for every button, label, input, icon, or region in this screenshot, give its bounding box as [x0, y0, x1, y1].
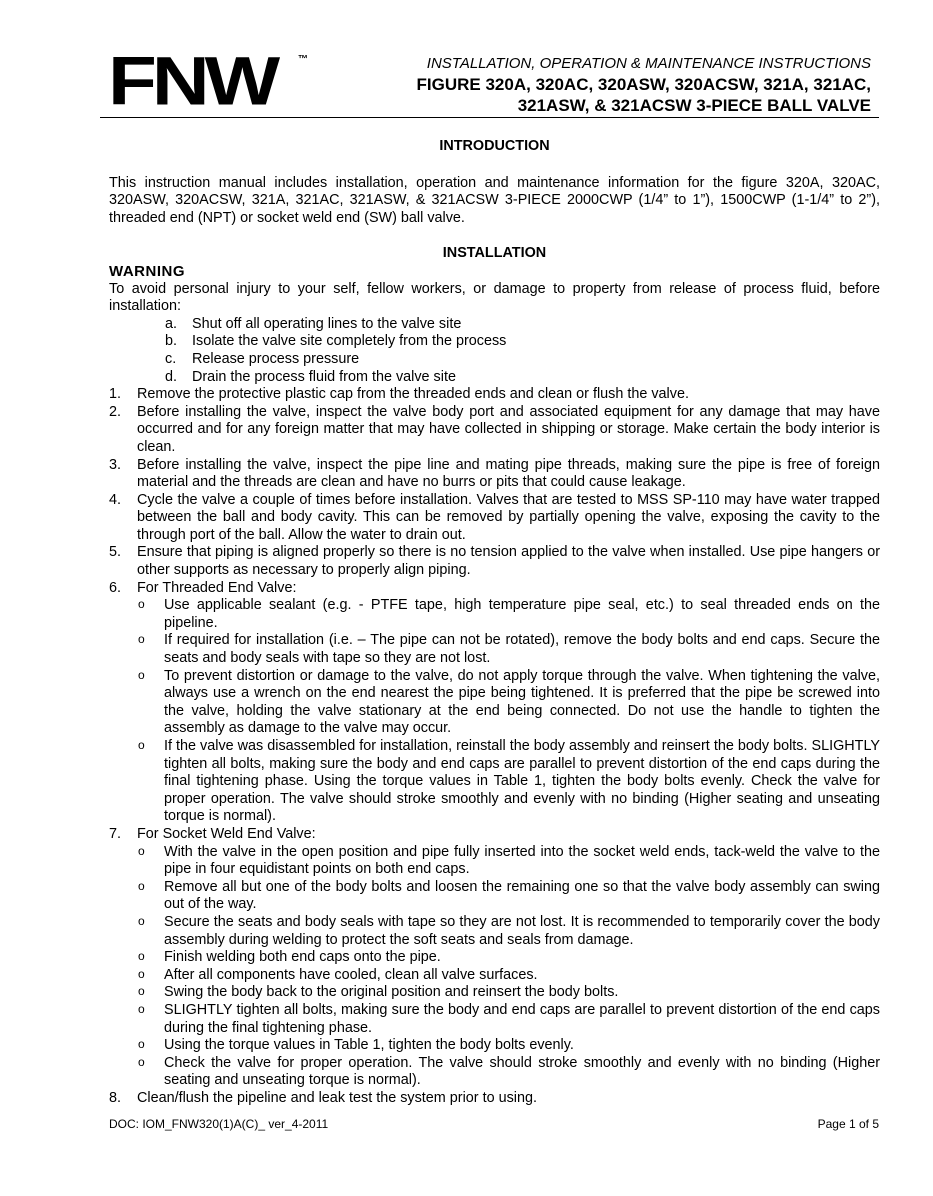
list-item: o To prevent distortion or damage to the valve, do not apply torque through the valve. When tightening the valve, always use a wrench on the end nearest the pipe being tightened. It is preferred that the pipe be screwed into the valve, holding the valve stationary at the end being connected. Do not use the handle to tighten the assembly as damage to the valve may occur.	[138, 667, 880, 737]
installation-steps	[109, 386, 880, 1107]
warning-label: WARNING	[109, 262, 185, 280]
installation-heading: INSTALLATION	[442, 245, 547, 262]
step-4: 4. Cycle the valve a couple of times before installation. Valves that are tested to MSS SP-110 may have water trapped between the ball and body cavity. This can be removed by partially opening the valve, exposing the cavity to the through port of the ball. Allow the water to drain out.	[109, 491, 880, 543]
list-item: c. Release process pressure	[165, 350, 360, 367]
page-number: Page 1 of 5	[817, 1117, 879, 1131]
list-item: o If required for installation (i.e. – The pipe can not be rotated), remove the body bolts and end caps. Secure the seats and body seals with tape so they are not lost.	[138, 632, 880, 667]
list-item: o Check the valve for proper operation. The valve should stroke smoothly and evenly with no binding (Higher seating and unseating torque is normal).	[138, 1054, 880, 1089]
list-item: o Use applicable sealant (e.g. - PTFE tape, high temperature pipe seal, etc.) to seal threaded ends on the pipeline.	[138, 597, 880, 631]
list-item: o If the valve was disassembled for installation, reinstall the body assembly and reinsert the body bolts. SLIGHTLY tighten all bolts, making sure the body and end caps are parallel to prevent distortion of the end caps during the final tightening phase. Using the torque values in Table 1, tighten the body bolts evenly. Check the valve for proper operation. The valve should stroke smoothly and evenly with no binding (Higher seating and unseating torque is normal).	[138, 738, 880, 825]
step-7: 7. For Socket Weld End Valve: o With the valve in the open position and pipe fully inserted into the socket weld ends, tack-weld the valve to the pipe in four equidistant points on both end caps. o Remove all but one of the body bolts and loosen the remaining one so that the valve body assembly can swing out of the way. o Secure the seats and body seals with tape so they are not lost. It is recommended to temporarily cover the body assembly during welding to protect the soft seats and seals from damage. o Finish welding both end caps onto the pipe. o After all components have cooled, clean all valve surfaces. o Swing the body back to the original position and reinsert the body bolts. o SLIGHTLY tighten all bolts, making sure the body and end caps are parallel to prevent distortion of the end caps during the final tightening phase. o Using the torque values in Table 1, tighten the body bolts evenly. o Check the valve for proper operation. The valve should stroke smoothly and evenly with no binding (Higher seating and unseating torque is normal).	[109, 825, 880, 1089]
step-8: 8. Clean/flush the pipeline and leak test the system prior to using.	[109, 1089, 537, 1106]
step-1: 1. Remove the protective plastic cap from the threaded ends and clean or flush the valve.	[109, 386, 689, 403]
fnw-logo	[108, 42, 318, 120]
list-item: o Remove all but one of the body bolts and loosen the remaining one so that the valve body assembly can swing out of the way.	[138, 878, 880, 913]
list-item: o SLIGHTLY tighten all bolts, making sure the body and end caps are parallel to prevent distortion of the end caps during the final tightening phase.	[138, 1001, 880, 1036]
step-6: 6. For Threaded End Valve: o Use applicable sealant (e.g. - PTFE tape, high temperature pipe seal, etc.) to seal threaded ends on the pipeline. o If required for installation (i.e. – The pipe can not be rotated), remove the body bolts and end caps. Secure the seats and body seals with tape so they are not lost. o To prevent distortion or damage to the valve, do not apply torque through the valve. When tightening the valve, always use a wrench on the end nearest the pipe being tightened. It is preferred that the pipe be screwed into the valve, holding the valve stationary at the end being connected. Do not use the handle to tighten the assembly as damage to the valve may occur. o If the valve was disassembled for installation, reinstall the body assembly and reinsert the body bolts. SLIGHTLY tighten all bolts, making sure the body and end caps are parallel to prevent distortion of the end caps during the final tightening phase. Using the torque values in Table 1, tighten the body bolts evenly. Check the valve for proper operation. The valve should stroke smoothly and evenly with no binding (Higher seating and unseating torque is normal).	[109, 579, 880, 825]
document-body	[109, 138, 880, 1107]
warning-text: To avoid personal injury to your self, fellow workers, or damage to property from release of process fluid, before installation:	[109, 280, 880, 315]
list-item: b. Isolate the valve site completely from the process	[165, 333, 507, 350]
list-item: o Swing the body back to the original position and reinsert the body bolts.	[138, 984, 619, 1001]
list-item: d. Drain the process fluid from the valve site	[165, 368, 456, 385]
header-subtitle: INSTALLATION, OPERATION & MAINTENANCE INSTRUCTIONS	[426, 55, 871, 72]
step-5: 5. Ensure that piping is aligned properly so there is no tension applied to the valve when installed. Use pipe hangers or other supports as necessary to properly align piping.	[109, 544, 880, 579]
list-item: o Using the torque values in Table 1, tighten the body bolts evenly.	[138, 1037, 574, 1054]
header-figure-title	[417, 74, 871, 116]
introduction-text: This instruction manual includes installation, operation and maintenance information for the figure 320A, 320AC, 320ASW, 320ACSW, 321A, 321AC, 321ASW, & 321ACSW 3-PIECE 2000CWP (1/4” to 1”), 1500CWP (1-1/4” to 2”), threaded end (NPT) or socket weld end (SW) ball valve.	[109, 174, 880, 226]
list-item: o After all components have cooled, clean all valve surfaces.	[138, 966, 538, 983]
step-2: 2. Before installing the valve, inspect the valve body port and associated equipment for any damage that may have occurred and for any foreign matter that may have collected in shipping or storage. Make certain the body interior is clean.	[109, 403, 880, 455]
socket-weld-bullets	[137, 844, 880, 1090]
list-item: o With the valve in the open position and pipe fully inserted into the socket weld ends, tack-weld the valve to the pipe in four equidistant points on both end caps.	[138, 843, 880, 878]
figure-line-2: 321ASW, & 321ACSW 3-PIECE BALL VALVE	[517, 96, 871, 115]
document-id: DOC: IOM_FNW320(1)A(C)_ ver_4-2011	[109, 1117, 329, 1131]
trademark-symbol: ™	[298, 54, 308, 65]
precheck-list	[109, 316, 880, 386]
introduction-heading: INTRODUCTION	[439, 138, 550, 154]
header-divider	[100, 117, 879, 118]
logo-text: FNW	[108, 42, 276, 120]
list-item: o Finish welding both end caps onto the pipe.	[138, 949, 441, 966]
list-item: o Secure the seats and body seals with tape so they are not lost. It is recommended to temporarily cover the body assembly during welding to protect the soft seats and seals from damage.	[138, 913, 880, 948]
list-item: a. Shut off all operating lines to the valve site	[165, 315, 462, 332]
threaded-end-bullets	[137, 597, 880, 826]
figure-line-1: FIGURE 320A, 320AC, 320ASW, 320ACSW, 321A, 321AC,	[416, 75, 871, 94]
step-3: 3. Before installing the valve, inspect the pipe line and mating pipe threads, making sure the pipe is free of foreign material and the threads are clean and have no burrs or pits that could cause leakage.	[109, 456, 880, 491]
